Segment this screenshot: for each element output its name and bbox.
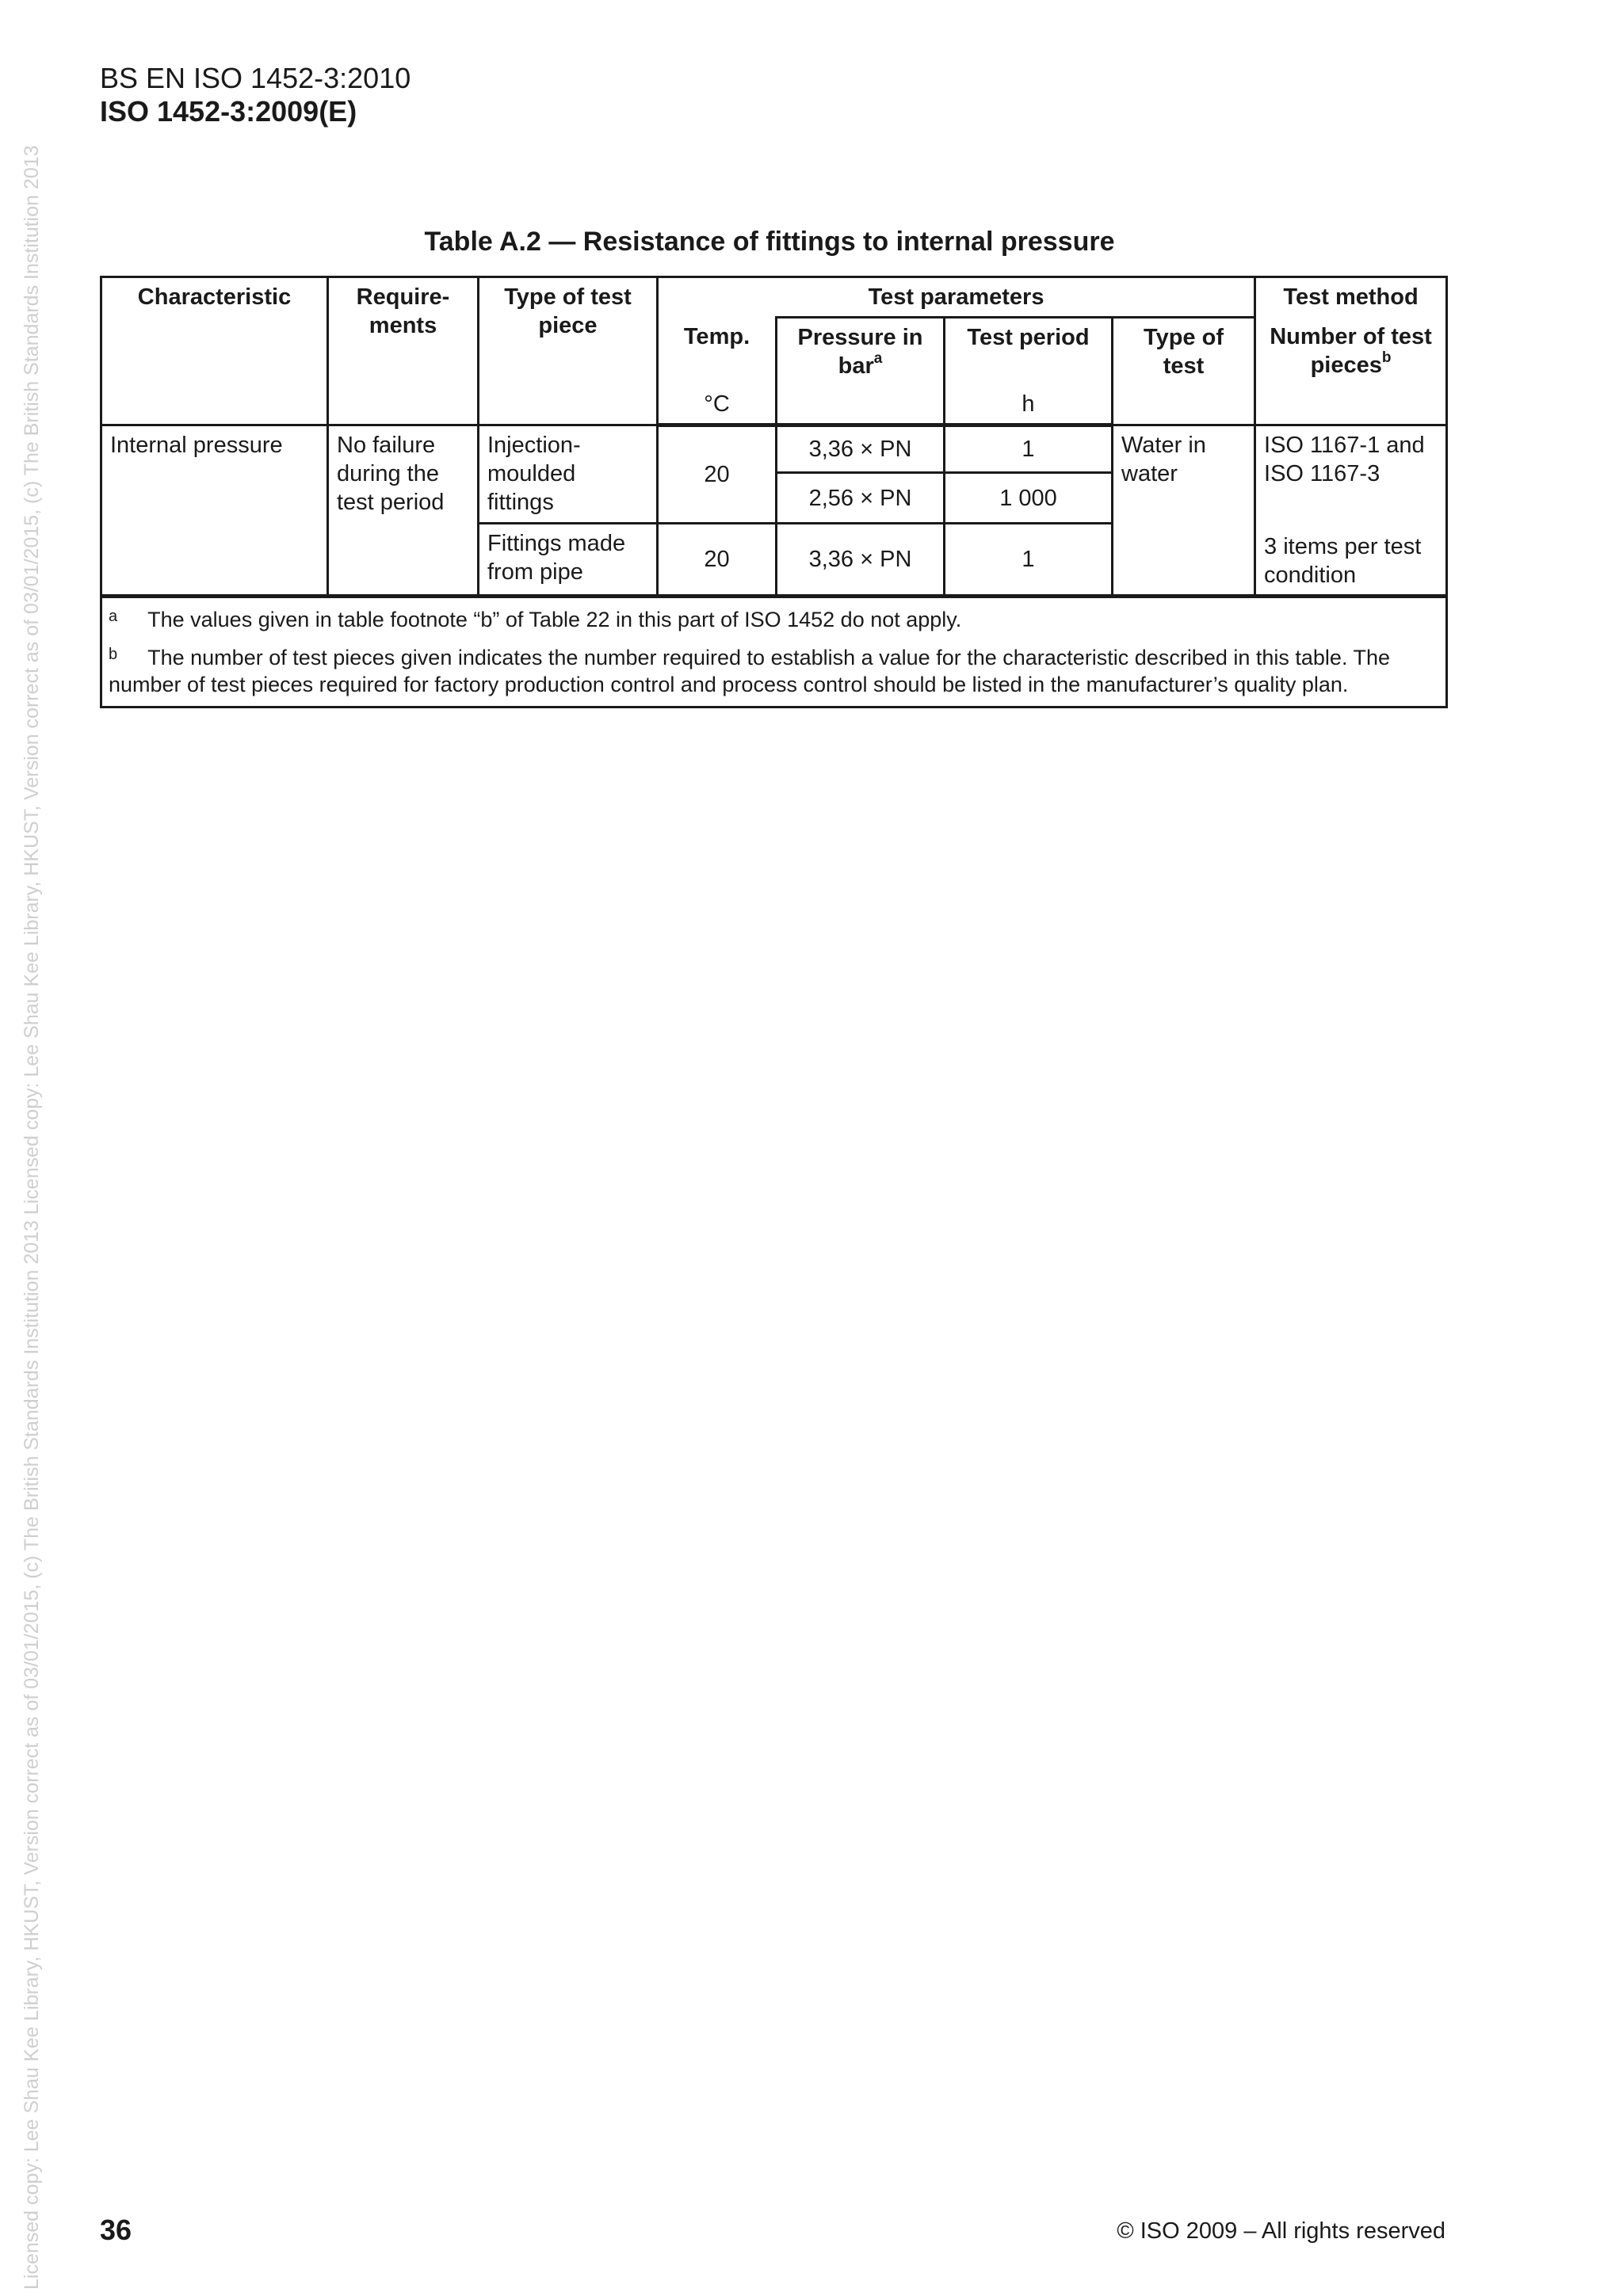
- unit-period: h: [945, 385, 1113, 425]
- footnotes: [101, 597, 1447, 707]
- cell-period-1b: 1 000: [945, 473, 1113, 524]
- footnote-b-mark: b: [109, 646, 118, 663]
- side-watermark: Licensed copy: Lee Shau Kee Library, HKUST, Version correct as of 03/01/2015, (c) The British Standards Institution 2013 Licensed copy: Lee Shau Kee Library, HKUST, Version correct as of 03/01/2015, (c) The British Standards Institution 2013: [21, 145, 43, 2290]
- header-pressure: Pressure in bar$^a$: [777, 318, 945, 386]
- copyright-notice: © ISO 2009 – All rights reserved: [1117, 2218, 1445, 2244]
- footnotes-row: [101, 597, 1447, 707]
- cell-piece-pipe: Fittings made from pipe: [479, 524, 658, 597]
- footnote-a-mark: a: [109, 608, 118, 625]
- cell-requirement: No failure during the test period: [328, 425, 479, 597]
- cell-items: 3 items per test condition: [1255, 524, 1447, 597]
- header-row-1: [101, 277, 1447, 318]
- cell-method: ISO 1167-1 and ISO 1167-3: [1255, 425, 1447, 524]
- footnote-b: $^b$ The number of test pieces given indicates the number required to establish a value for the characteristic described in this table. The number of test pieces required for factory production control and process control should be listed in the manufacturer’s quality plan.: [109, 646, 1390, 696]
- cell-temp-2: 20: [658, 524, 777, 597]
- cell-piece-injection: Injection-moulded fittings: [479, 425, 658, 524]
- cell-pressure-2: 3,36 × PN: [777, 524, 945, 597]
- header-test-method: Test method: [1255, 277, 1447, 318]
- cell-temp-1: 20: [658, 425, 777, 524]
- unit-temp: °C: [658, 385, 777, 425]
- header-requirements: Require-ments: [328, 277, 479, 425]
- cell-period-1a: 1: [945, 425, 1113, 473]
- resistance-table: [100, 276, 1448, 708]
- table-row: [101, 425, 1447, 473]
- table-title: Table A.2 — Resistance of fittings to internal pressure: [424, 227, 1115, 257]
- document-code-bs: BS EN ISO 1452-3:2010: [100, 62, 411, 94]
- cell-pressure-1b: 2,56 × PN: [777, 473, 945, 524]
- header-test-period: Test period: [945, 318, 1113, 386]
- cell-period-2: 1: [945, 524, 1113, 597]
- header-number-of-test-pieces: Number of test pieces$^b$: [1255, 318, 1447, 425]
- header-type-of-test-piece: Type of test piece: [479, 277, 658, 425]
- header-characteristic: Characteristic: [101, 277, 328, 425]
- cell-characteristic: Internal pressure: [101, 425, 328, 597]
- header-type-of-test: Type of test: [1113, 318, 1255, 425]
- header-test-parameters: Test parameters: [658, 277, 1255, 318]
- cell-type-of-test: Water in water: [1113, 425, 1255, 597]
- page-number: 36: [100, 2214, 132, 2246]
- footnote-ref-b: b: [1381, 349, 1392, 366]
- footnote-ref-a: a: [873, 350, 883, 368]
- document-code-iso: ISO 1452-3:2009(E): [100, 95, 357, 128]
- header-temp: Temp.: [658, 318, 777, 386]
- cell-pressure-1a: 3,36 × PN: [777, 425, 945, 473]
- unit-pressure: [777, 385, 945, 425]
- footnote-a: $^a$ The values given in table footnote “b” of Table 22 in this part of ISO 1452 do not apply.: [109, 608, 962, 631]
